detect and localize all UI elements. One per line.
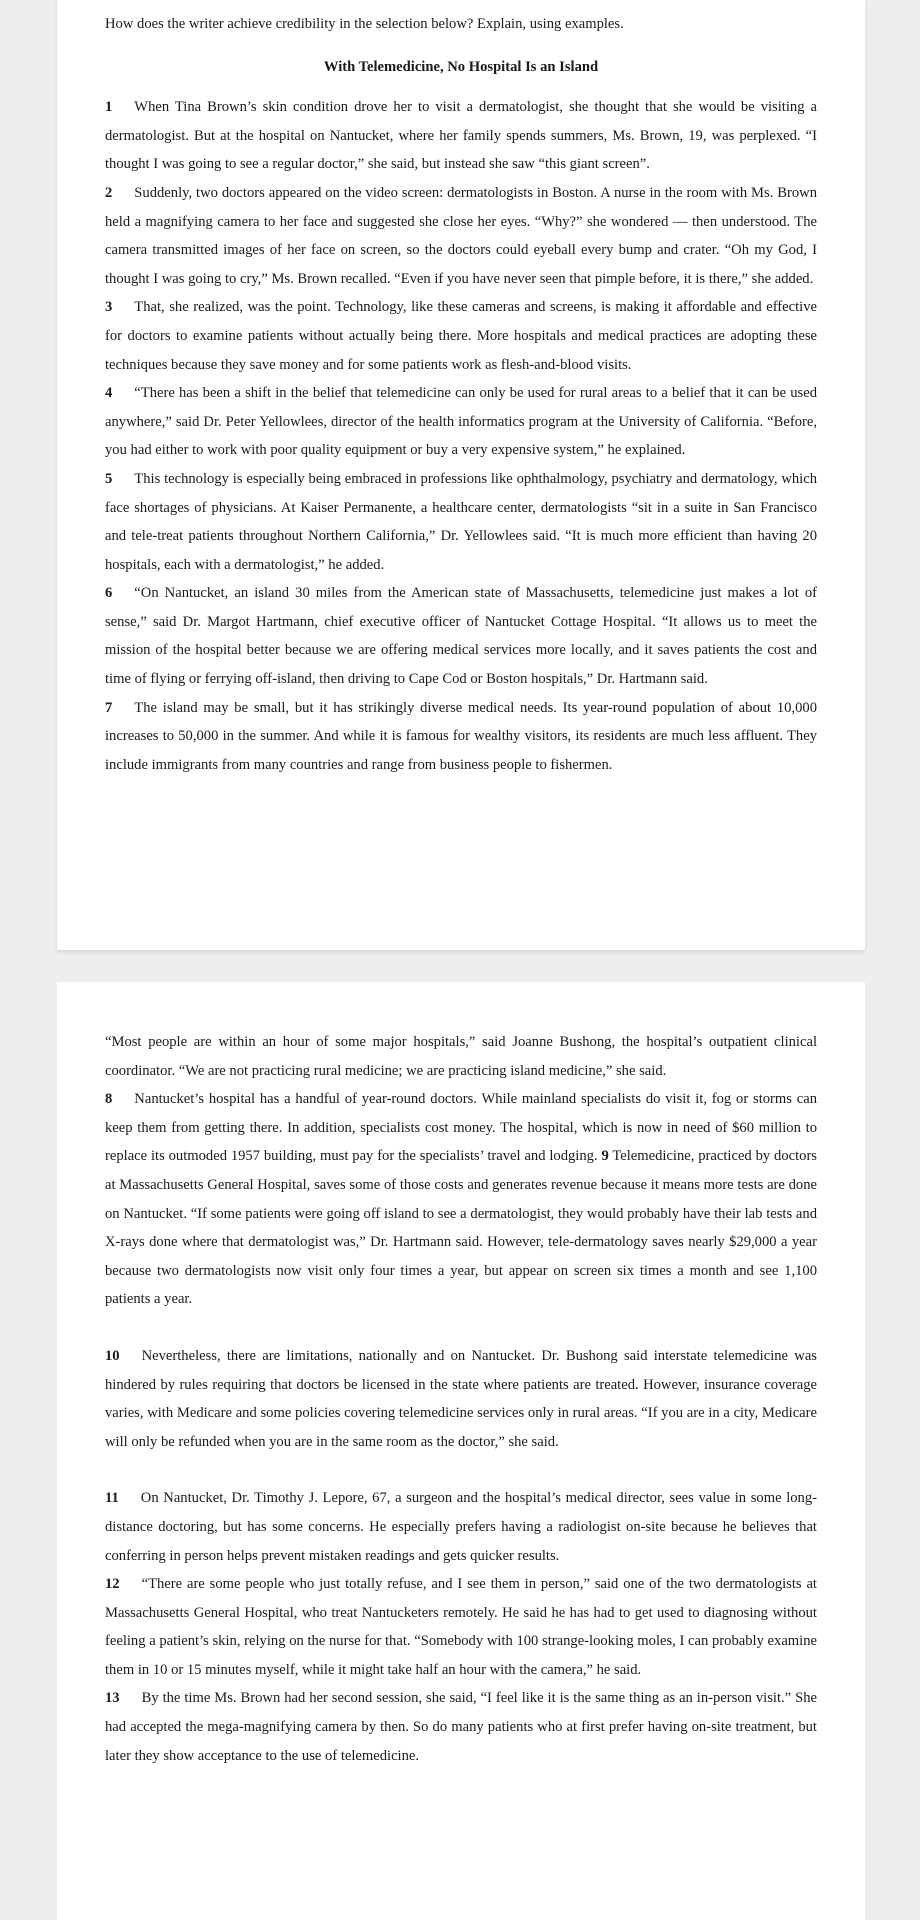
page-1-content [105,10,817,779]
question-prompt: How does the writer achieve credibility in the selection below? Explain, using examples. [105,16,624,32]
paragraph-text: The island may be small, but it has strikingly diverse medical needs. Its year-round population of about 10,000 increases to 50,000 in the summer. And while it is famous for wealthy visitors, its residents are much less affluent. They include immigrants from many countries and range from business people to fishermen. [105,699,817,773]
paragraph-text: “There has been a shift in the belief that telemedicine can only be used for rural areas to a belief that it can be used anywhere,” said Dr. Peter Yellowlees, director of the health informatics program at the University of California. “Before, you had either to work with poor quality equipment or buy a very expensive system,” he explained. [105,385,817,459]
paragraph-text: Suddenly, two doctors appeared on the video screen: dermatologists in Boston. A nurse in the room with Ms. Brown held a magnifying camera to her face and suggested she close her eyes. “Why?” she wondered — then understood. The camera transmitted images of her face on screen, so the doctors could eyeball every bump and crater. “Oh my God, I thought I was going to cry,” Ms. Brown recalled. “Even if you have never seen that pimple before, it is there,” she added. [105,184,817,287]
paragraph-number: 7 [105,699,113,716]
paragraph-number: 10 [105,1347,120,1364]
paragraph-number: 5 [105,470,113,487]
paragraph-number: 13 [105,1690,120,1707]
paragraph-number: 3 [105,299,113,316]
paragraph-text: This technology is especially being embraced in professions like ophthalmology, psychiatry and dermatology, which face shortages of physicians. At Kaiser Permanente, a healthcare center, dermatologists “sit in a suite in San Francisco and tele-treat patients throughout Northern California,” Dr. Yellowlees said. “It is much more efficient than having 20 hospitals, each with a dermatologist,” he added. [105,470,817,573]
article-title: With Telemedicine, No Hospital Is an Island [323,58,599,75]
paragraph-text: That, she realized, was the point. Technology, like these cameras and screens, is making it affordable and effective for doctors to examine patients without actually being there. More hospitals and medical practices are adopting these techniques because they save money and for some patients work as flesh-and-blood visits. [105,299,817,373]
paragraph-10 [105,1342,817,1456]
paragraph-text: Nantucket’s hospital has a handful of year-round doctors. While mainland specialists do visit it, fog or storms can keep them from getting there. In addition, specialists cost money. The hospital, which is now in need of $60 million to replace its outmoded 1957 building, must pay for the specialists’ travel and lodging. [105,1091,817,1165]
paragraph-1 [105,93,817,179]
paragraph-number: 1 [105,99,113,116]
paragraph-number: 4 [105,385,113,402]
paragraph-number: 6 [105,585,113,602]
paragraph-number: 2 [105,184,113,201]
paragraph-text: “There are some people who just totally refuse, and I see them in person,” said one of the two dermatologists at Massachusetts General Hospital, who treat Nantucketers remotely. He said he has had to get used to diagnosing without feeling a patient’s skin, relying on the nurse for that. “Somebody with 100 strange-looking moles, I can probably examine them in 10 or 15 minutes myself, while it might take half an hour with the camera,” he said. [105,1576,817,1678]
paragraph-number: 9 [601,1148,609,1165]
paragraph-text: Telemedicine, practiced by doctors at Massachusetts General Hospital, saves some of those costs and generates revenue because it means more tests are done on Nantucket. “If some patients were going off island to see a dermatologist, they would probably have their lab tests and X-rays done where that dermatologist was,” Dr. Hartmann said. However, tele-dermatology saves nearly $29,000 a year because two dermatologists now visit only four times a year, but appear on screen six times a month and see 1,100 patients a year. [105,1148,817,1308]
paragraph-3 [105,293,817,379]
paragraph-5 [105,465,817,579]
paragraph-number: 11 [105,1490,119,1507]
paragraph-12 [105,1570,817,1684]
paragraph-2 [105,179,817,293]
paragraph-11 [105,1484,817,1570]
paragraph-8-9 [105,1085,817,1314]
document-page-2 [57,982,865,1920]
paragraph-number: 8 [105,1091,113,1108]
paragraph-7 [105,694,817,780]
paragraph-number: 12 [105,1576,120,1593]
paragraph-text: Nevertheless, there are limitations, nationally and on Nantucket. Dr. Bushong said interstate telemedicine was hindered by rules requiring that doctors be licensed in the state where patients are treated. However, insurance coverage varies, with Medicare and some policies covering telemedicine services only in rural areas. “If you are in a city, Medicare will only be refunded when you are in the same room as the doctor,” she said. [105,1347,817,1450]
paragraph-text: On Nantucket, Dr. Timothy J. Lepore, 67, a surgeon and the hospital’s medical director, sees value in some long-distance doctoring, but has some concerns. He especially prefers having a radiologist on-site because he believes that conferring in person helps prevent mistaken readings and gets quicker results. [105,1490,817,1564]
paragraph-text: When Tina Brown’s skin condition drove her to visit a dermatologist, she thought that she would be visiting a dermatologist. But at the hospital on Nantucket, where her family spends summers, Ms. Brown, 19, was perplexed. “I thought I was going to see a regular doctor,” she said, but instead she saw “this giant screen”. [105,99,817,173]
paragraph-text: “On Nantucket, an island 30 miles from the American state of Massachusetts, telemedicine just makes a lot of sense,” said Dr. Margot Hartmann, chief executive officer of Nantucket Cottage Hospital. “It allows us to meet the mission of the hospital better because we are offering medical services more locally, and it saves patients the cost and time of flying or ferrying off-island, then driving to Cape Cod or Boston hospitals,” Dr. Hartmann said. [105,585,817,688]
paragraph-text: By the time Ms. Brown had her second session, she said, “I feel like it is the same thing as an in-person visit.” She had accepted the mega-magnifying camera by then. So do many patients who at first prefer having on-site treatment, but later they show acceptance to the use of telemedicine. [105,1690,817,1764]
paragraph-7-continued: “Most people are within an hour of some major hospitals,” said Joanne Bushong, the hospital’s outpatient clinical coordinator. “We are not practicing rural medicine; we are practicing island medicine,” she said. [105,1034,817,1079]
paragraph-6 [105,579,817,693]
paragraph-13 [105,1684,817,1770]
paragraph-4 [105,379,817,465]
page-2-content [105,1028,817,1770]
document-page-1 [57,0,865,950]
